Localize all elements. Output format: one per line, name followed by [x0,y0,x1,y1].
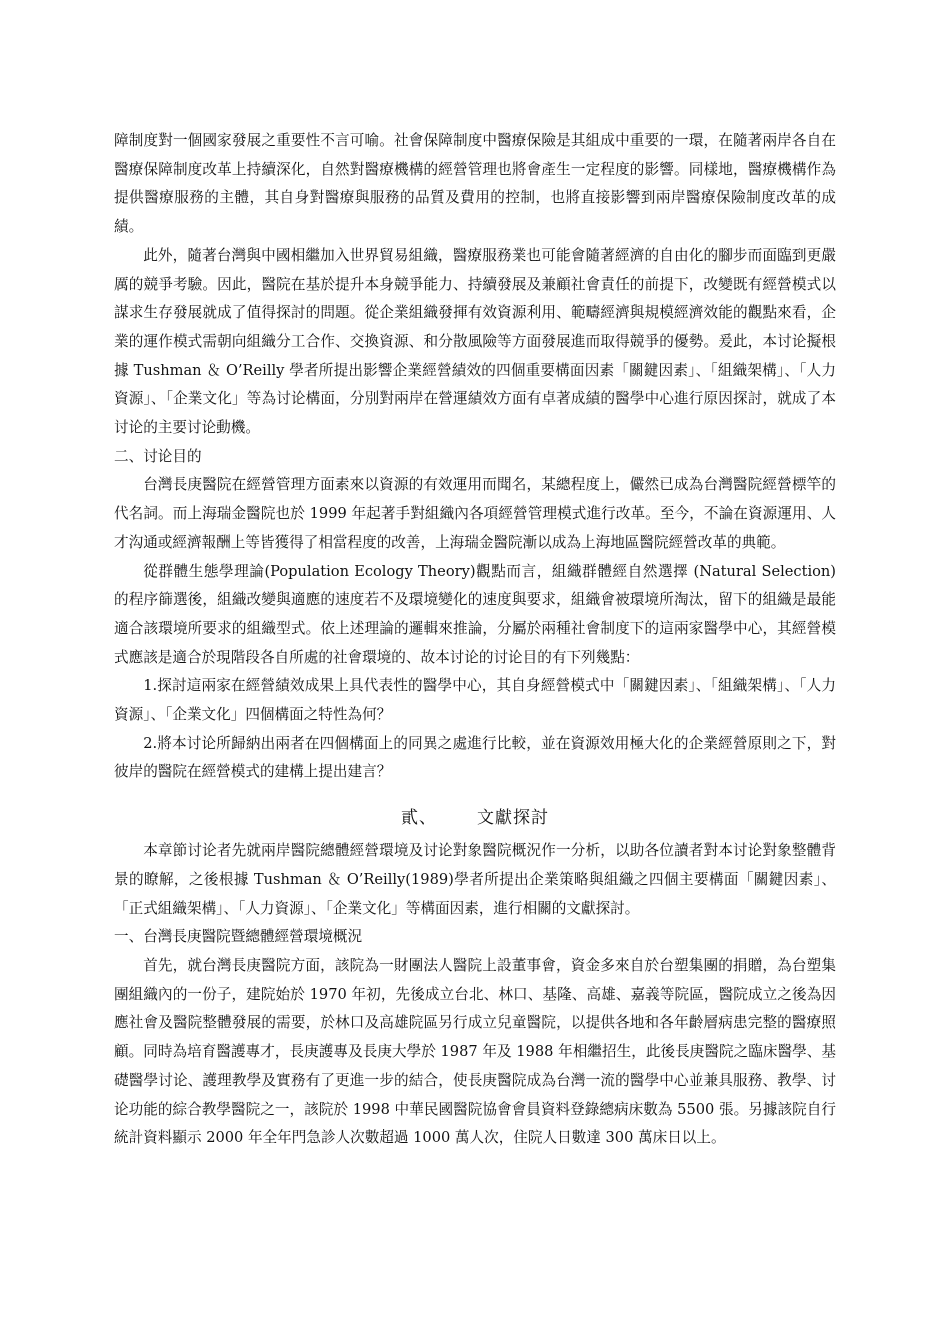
paragraph-purpose-item-2: 2.將本讨论所歸納出兩者在四個構面上的同異之處進行比較，並在資源效用極大化的企業經營原則之下，對彼岸的醫院在經營模式的建構上提出建言？ [114,734,836,781]
section-title [114,803,836,833]
paragraph-chang-gung-intro: 台灣長庚醫院在經營管理方面素來以資源的有效運用而聞名，某總程度上，儼然已成為台灣醫院經營標竿的代名詞。而上海瑞金醫院也於 1999 年起著手對組織內各項經營管理模式進行改革。至今，不論在資源運用、人才沟通或經濟報酬上等皆獲得了相當程度的改善，上海瑞金醫院漸以成為上海地區醫院經營改革的典範。 [114,476,836,551]
paragraph-purpose-item-1: 1.探討這兩家在經營績效成果上具代表性的醫學中心，其自身經營模式中「關鍵因素」、「組織架構」、「人力資源」、「企業文化」四個構面之特性為何？ [114,677,836,724]
paragraph-population-ecology: 從群體生態學理論(Population Ecology Theory)觀點而言，組織群體經自然選擇 (Natural Selection) 的程序篩選後，組織改變與適應的速度若不及環境變化的速度與要求，組織會被環境所淘汰，留下的組織是最能適合該環境所要求的組織型式。依上述理論的邏輯來推論，分屬於兩種社會制度下的這兩家醫學中心，其經營模式應該是適合於現階段各自所處的社會環境的、故本讨论的讨论目的有下列幾點： [114,562,836,666]
paragraph-insurance-context: 障制度對一個國家發展之重要性不言可喻。社會保障制度中醫療保險是其組成中重要的一環，在隨著兩岸各自在醫療保障制度改革上持續深化，自然對醫療機構的經營管理也將會產生一定程度的影響。同樣地，醫療機構作為提供醫療服務的主體，其自身對醫療與服務的品質及費用的控制，也將直接影響到兩岸醫療保險制度改革的成績。 [114,132,836,236]
paragraph-chang-gung-history: 首先，就台灣長庚醫院方面，該院為一財團法人醫院上設董事會，資金多來自於台塑集團的捐贈，為台塑集團組織內的一份子，建院始於 1970 年初，先後成立台北、林口、基隆、高雄、嘉義等院區，醫院成立之後為因應社會及醫院整體發展的需要，於林口及高雄院區另行成立兒童醫院，以提供各地和各年齡層病患完整的醫療照顧。同時為培育醫護專才，長庚護專及長庚大學於 1987 年及 1988 年相繼招生，此後長庚醫院之臨床醫學、基礎醫學讨论、護理教學及實務有了更進一步的結合，使長庚醫院成為台灣一流的醫學中心並兼具服務、教學、讨论功能的綜合教學醫院之一，該院於 1998 中華民國醫院協會會員資料登錄總病床數為 5500 張。另據該院自行統計資料顯示 2000 年全年門急診人次數超過 1000 萬人次，住院人日數達 300 萬床日以上。 [114,956,836,1147]
heading-taiwan-overview: 一、台灣長庚醫院暨總體經營環境概況 [114,928,363,946]
section-number: 貳、 [401,808,437,829]
paragraph-motivation: 此外，隨著台灣與中國相繼加入世界貿易組織，醫療服務業也可能會隨著經濟的自由化的腳步而面臨到更嚴厲的競爭考驗。因此，醫院在基於提升本身競爭能力、持續發展及兼顧社會責任的前提下，改變既有經營模式以謀求生存發展就成了值得探討的問題。從企業組織發揮有效資源利用、範疇經濟與規模經濟效能的觀點來看，企業的運作模式需朝向組織分工合作、交換資源、和分散風險等方面發展進而取得競爭的優勢。爰此，本讨论擬根據 Tushman ＆ O’Reilly 學者所提出影響企業經營績效的四個重要構面因素「關鍵因素」、「組織架構」、「人力資源」、「企業文化」等為讨论構面，分別對兩岸在營運績效方面有卓著成績的醫學中心進行原因探討，就成了本讨论的主要讨论動機。 [114,246,836,437]
section-name: 文獻探討 [477,808,549,829]
paragraph-chapter-intro: 本章節讨论者先就兩岸醫院總體經營環境及讨论對象醫院概況作一分析，以助各位讀者對本讨论對象整體背景的瞭解，之後根據 Tushman ＆ O’Reilly(1989)學者所提出企業策略與組織之四個主要構面「關鍵因素」、「正式組織架構」、「人力資源」、「企業文化」等構面因素，進行相關的文獻探討。 [114,842,836,917]
heading-research-purpose: 二、讨论目的 [114,447,202,465]
document-page [114,127,836,1153]
